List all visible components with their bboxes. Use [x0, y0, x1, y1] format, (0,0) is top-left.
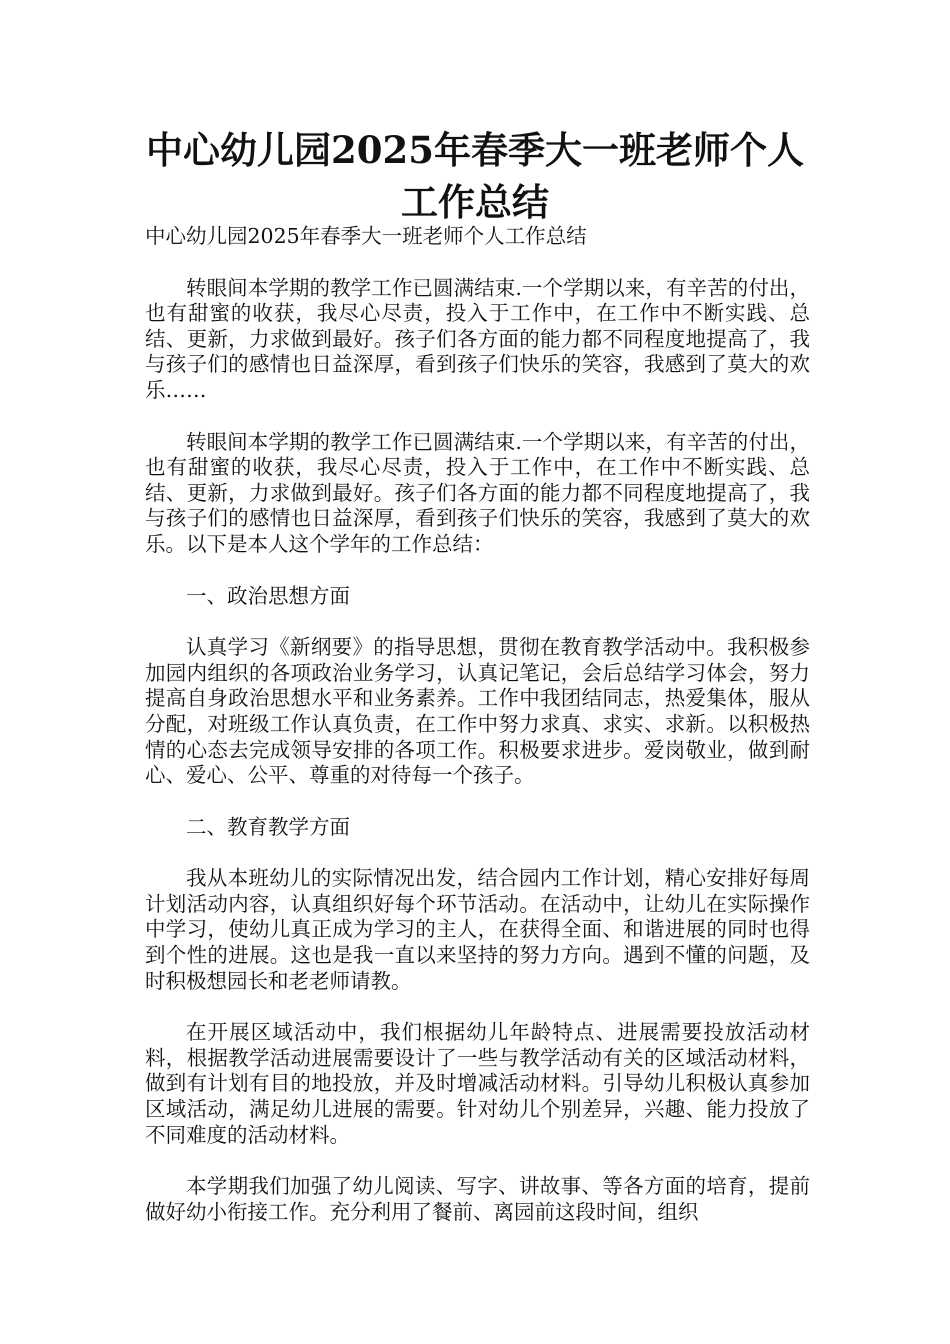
document-subtitle: 中心幼儿园2025年春季大一班老师个人工作总结 [145, 224, 587, 248]
intro-paragraph-1: 转眼间本学期的教学工作已圆满结束.一个学期以来，有辛苦的付出，也有甜蜜的收获，我尽心尽责，投入于工作中，在工作中不断实践、总结、更新，力求做到最好。孩子们各方面的能力都不同程度地提高了，我与孩子们的感情也日益深厚，看到孩子们快乐的笑容，我感到了莫大的欢乐…… [145, 275, 810, 402]
section-heading-politics: 一、政治思想方面 [186, 583, 350, 608]
section-paragraph-teaching-2: 在开展区域活动中，我们根据幼儿年龄特点、进展需要投放活动材料，根据教学活动进展需要设计了一些与教学活动有关的区域活动材料，做到有计划有目的地投放，并及时增减活动材料。引导幼儿积极认真参加区域活动，满足幼儿进展的需要。针对幼儿个别差异，兴趣、能力投放了不同难度的活动材料。 [145, 1020, 810, 1147]
section-paragraph-teaching-1: 我从本班幼儿的实际情况出发，结合园内工作计划，精心安排好每周计划活动内容，认真组织好每个环节活动。在活动中，让幼儿在实际操作中学习，使幼儿真正成为学习的主人，在获得全面、和谐进展的同时也得到个性的进展。这也是我一直以来坚持的努力方向。遇到不懂的问题，及时积极想园长和老老师请教。 [145, 866, 810, 993]
intro-paragraph-2: 转眼间本学期的教学工作已圆满结束.一个学期以来，有辛苦的付出，也有甜蜜的收获，我尽心尽责，投入于工作中，在工作中不断实践、总结、更新，力求做到最好。孩子们各方面的能力都不同程度地提高了，我与孩子们的感情也日益深厚，看到孩子们快乐的笑容，我感到了莫大的欢乐。以下是本人这个学年的工作总结： [145, 429, 810, 556]
section-heading-teaching: 二、教育教学方面 [186, 814, 350, 839]
document-body [145, 224, 810, 1251]
document-title: 中心幼儿园2025年春季大一班老师个人工作总结 [146, 128, 804, 224]
section-paragraph-politics: 认真学习《新纲要》的指导思想，贯彻在教育教学活动中。我积极参加园内组织的各项政治业务学习，认真记笔记，会后总结学习体会，努力提高自身政治思想水平和业务素养。工作中我团结同志，热爱集体，服从分配，对班级工作认真负责，在工作中努力求真、求实、求新。以积极热情的心态去完成领导安排的各项工作。积极要求进步。爱岗敬业，做到耐心、爱心、公平、尊重的对待每一个孩子。 [145, 635, 810, 788]
section-paragraph-teaching-3: 本学期我们加强了幼儿阅读、写字、讲故事、等各方面的培育，提前做好幼小衔接工作。充分利用了餐前、离园前这段时间，组织 [145, 1174, 810, 1224]
